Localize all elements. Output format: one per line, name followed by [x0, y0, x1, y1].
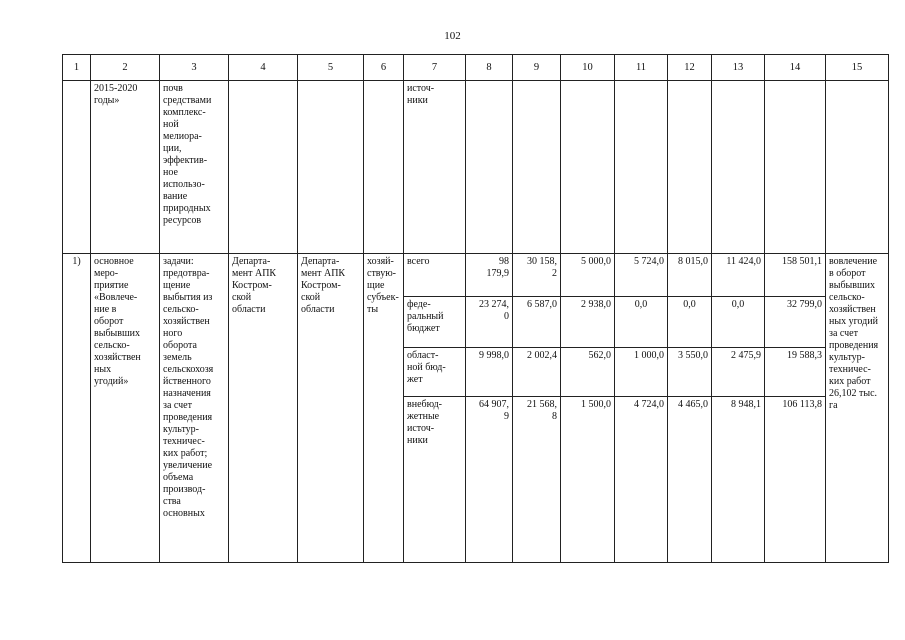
table-cell: [561, 81, 615, 254]
header-cell: 2: [91, 55, 160, 81]
value-cell: 98 179,9: [466, 254, 513, 297]
page-number: 102: [444, 30, 461, 42]
value-cell: 8 948,1: [712, 397, 765, 563]
value-cell: 19 588,3: [765, 348, 826, 397]
header-cell: 6: [364, 55, 404, 81]
value-cell: 2 002,4: [513, 348, 561, 397]
source-label-cell: внебюд- жетные источ- ники: [404, 397, 466, 563]
value-cell: 562,0: [561, 348, 615, 397]
header-cell: 15: [826, 55, 889, 81]
table-cell: [615, 81, 668, 254]
source-label-cell: област- ной бюд- жет: [404, 348, 466, 397]
header-cell: 9: [513, 55, 561, 81]
table-cell: [364, 81, 404, 254]
table-cell: [229, 81, 298, 254]
value-cell: 6 587,0: [513, 297, 561, 348]
column-number-row: [63, 55, 889, 81]
table-cell: [765, 81, 826, 254]
continuation-row: [63, 81, 889, 254]
value-cell: 64 907, 9: [466, 397, 513, 563]
table-cell: [466, 81, 513, 254]
value-cell: 11 424,0: [712, 254, 765, 297]
source-cell: источ- ники: [404, 81, 466, 254]
table-cell: [712, 81, 765, 254]
item-number: 1): [63, 254, 91, 563]
value-cell: 1 500,0: [561, 397, 615, 563]
table-cell: [298, 81, 364, 254]
header-cell: 14: [765, 55, 826, 81]
source-label-cell: феде- ральный бюджет: [404, 297, 466, 348]
value-cell: 0,0: [615, 297, 668, 348]
value-cell: 158 501,1: [765, 254, 826, 297]
value-cell: 23 274, 0: [466, 297, 513, 348]
coexecutor-cell: Департа- мент АПК Костром- ской области: [298, 254, 364, 563]
value-cell: 1 000,0: [615, 348, 668, 397]
source-label-cell: всего: [404, 254, 466, 297]
value-cell: 2 938,0: [561, 297, 615, 348]
table-cell: [63, 81, 91, 254]
table-cell: [668, 81, 712, 254]
header-cell: 3: [160, 55, 229, 81]
participants-cell: хозяй- ствую- щие субъек- ты: [364, 254, 404, 563]
executor-cell: Департа- мент АПК Костром- ской области: [229, 254, 298, 563]
header-cell: 5: [298, 55, 364, 81]
value-cell: 4 465,0: [668, 397, 712, 563]
value-cell: 4 724,0: [615, 397, 668, 563]
value-cell: 0,0: [712, 297, 765, 348]
value-cell: 106 113,8: [765, 397, 826, 563]
table-cell: [826, 81, 889, 254]
budget-table: [62, 54, 889, 563]
header-cell: 4: [229, 55, 298, 81]
item-row-total: [63, 254, 889, 297]
expected-result-cell: вовлечение в оборот выбывших сельско- хозяйствен ных угодий за счет проведения культур- техничес- ких работ 26,102 тыс. га: [826, 254, 889, 563]
value-cell: 9 998,0: [466, 348, 513, 397]
value-cell: 5 000,0: [561, 254, 615, 297]
header-cell: 13: [712, 55, 765, 81]
measure-name-cell: основное меро- приятие «Вовлече- ние в оборот выбывших сельско- хозяйствен ных угодий»: [91, 254, 160, 563]
header-cell: 8: [466, 55, 513, 81]
header-cell: 11: [615, 55, 668, 81]
header-cell: 10: [561, 55, 615, 81]
table-cell: [513, 81, 561, 254]
value-cell: 2 475,9: [712, 348, 765, 397]
value-cell: 8 015,0: [668, 254, 712, 297]
value-cell: 32 799,0: [765, 297, 826, 348]
value-cell: 0,0: [668, 297, 712, 348]
value-cell: 3 550,0: [668, 348, 712, 397]
header-cell: 12: [668, 55, 712, 81]
program-name-cell: 2015-2020 годы»: [91, 81, 160, 254]
tasks-cell: почв средствами комплекс- ной мелиора- ции, эффектив- ное использо- вание природных ресурсов: [160, 81, 229, 254]
value-cell: 5 724,0: [615, 254, 668, 297]
value-cell: 30 158, 2: [513, 254, 561, 297]
tasks-cell: задачи: предотвра- щение выбытия из сельско- хозяйствен ного оборота земель сельскохозя йственного назначения за счет проведения культур- техничес- ких работ; увеличение объема производ- ства основных: [160, 254, 229, 563]
value-cell: 21 568, 8: [513, 397, 561, 563]
header-cell: 1: [63, 55, 91, 81]
header-cell: 7: [404, 55, 466, 81]
